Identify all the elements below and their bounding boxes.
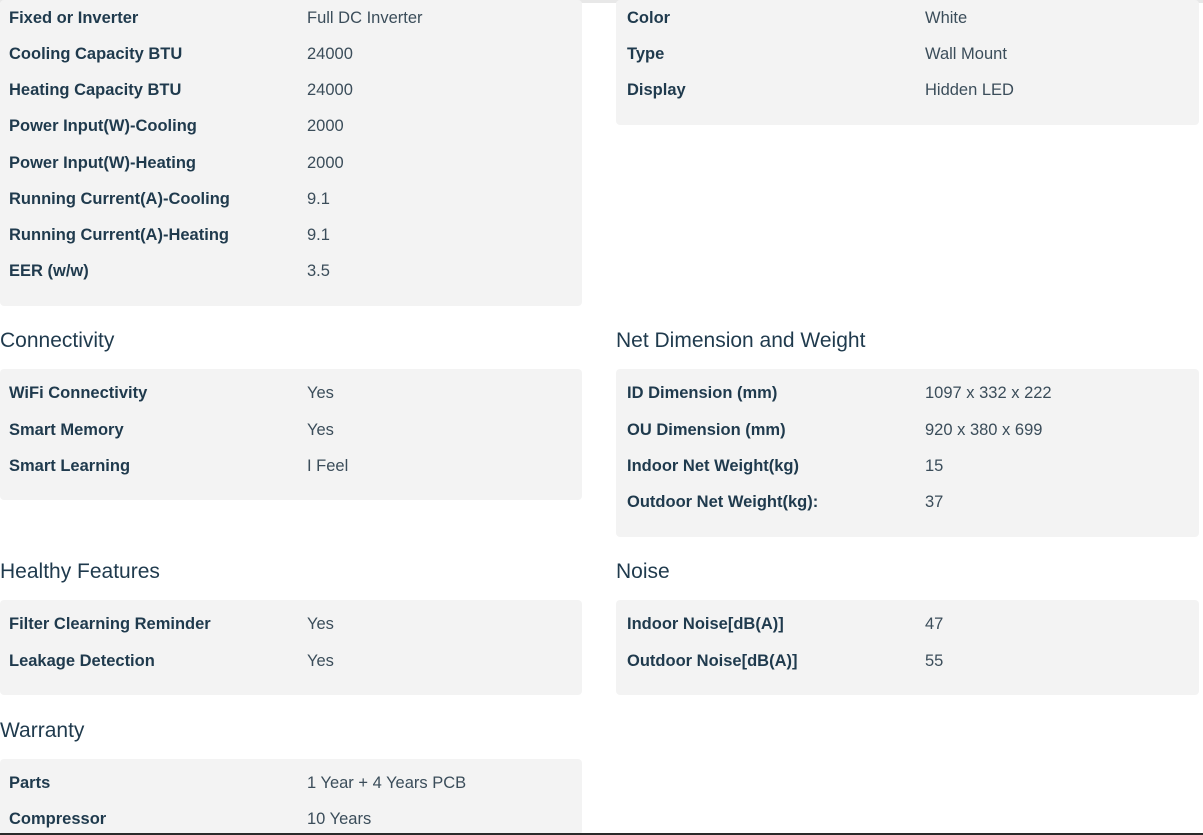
spec-value: 9.1 [307,190,330,208]
spec-label: Heating Capacity BTU [9,81,182,99]
spec-value: 1097 x 332 x 222 [925,384,1052,402]
spec-label: Running Current(A)-Cooling [9,190,230,208]
spec-row [0,651,582,687]
spec-value: 3.5 [307,262,330,280]
spec-label: Display [627,81,686,99]
spec-label: Indoor Net Weight(kg) [627,457,800,475]
spec-row [616,80,1199,116]
spec-value: 55 [925,652,944,670]
spec-row [0,153,582,189]
spec-value: Yes [307,652,334,670]
spec-label: Smart Memory [9,421,124,439]
spec-row [616,456,1199,492]
connectivity-heading: Connectivity [0,329,115,352]
spec-value: 920 x 380 x 699 [925,421,1043,439]
spec-label: Smart Learning [9,457,131,475]
spec-value: 15 [925,457,944,475]
spec-row [616,383,1199,419]
spec-row [0,80,582,116]
spec-value: Yes [307,421,334,439]
healthy-features-spec-card [0,600,582,695]
spec-label: ID Dimension (mm) [627,384,778,402]
spec-label: WiFi Connectivity [9,384,148,402]
spec-row [616,651,1199,687]
healthy-features-heading: Healthy Features [0,560,160,583]
spec-label: Power Input(W)-Cooling [9,117,197,135]
spec-label: Cooling Capacity BTU [9,45,183,63]
spec-value: 37 [925,493,944,511]
spec-row [0,420,582,456]
noise-heading: Noise [616,560,670,583]
spec-row [0,261,582,297]
spec-row [0,809,582,835]
spec-label: Filter Clearning Reminder [9,615,211,633]
spec-row [0,189,582,225]
spec-value: 24000 [307,81,353,99]
spec-label: Type [627,45,665,63]
connectivity-spec-card [0,369,582,500]
spec-label: Leakage Detection [9,652,155,670]
spec-label: Color [627,9,671,27]
dimensions-spec-card [616,369,1199,537]
spec-value: 10 Years [307,810,372,828]
spec-value: 2000 [307,117,344,135]
spec-label: Compressor [9,810,107,828]
spec-label: Power Input(W)-Heating [9,154,196,172]
spec-value: Yes [307,384,334,402]
spec-label: Indoor Noise[dB(A)] [627,615,784,633]
noise-spec-card [616,600,1199,695]
spec-row [0,44,582,80]
spec-label: Outdoor Noise[dB(A)] [627,652,798,670]
warranty-heading: Warranty [0,719,85,742]
spec-value: 47 [925,615,944,633]
spec-value: 24000 [307,45,353,63]
spec-row [0,225,582,261]
spec-row [0,773,582,809]
warranty-spec-card [0,759,582,835]
spec-row [616,492,1199,528]
performance-spec-card [0,0,582,306]
spec-row [0,614,582,650]
spec-label: Outdoor Net Weight(kg): [627,493,819,511]
spec-value: Full DC Inverter [307,9,423,27]
spec-value: 9.1 [307,226,330,244]
spec-label: OU Dimension (mm) [627,421,786,439]
spec-row [616,420,1199,456]
spec-row [616,614,1199,650]
spec-row [0,8,582,44]
spec-row [616,44,1199,80]
spec-label: EER (w/w) [9,262,89,280]
spec-value: 1 Year + 4 Years PCB [307,774,467,792]
spec-value: White [925,9,968,27]
dimensions-heading: Net Dimension and Weight [616,329,866,352]
spec-value: Wall Mount [925,45,1007,63]
spec-value: 2000 [307,154,344,172]
spec-label: Running Current(A)-Heating [9,226,229,244]
spec-row [0,383,582,419]
spec-label: Parts [9,774,51,792]
spec-row [616,8,1199,44]
spec-row [0,116,582,152]
spec-value: Hidden LED [925,81,1014,99]
spec-value: Yes [307,615,334,633]
spec-value: I Feel [307,457,349,475]
appearance-spec-card [616,0,1199,125]
spec-row [0,456,582,492]
spec-label: Fixed or Inverter [9,9,139,27]
